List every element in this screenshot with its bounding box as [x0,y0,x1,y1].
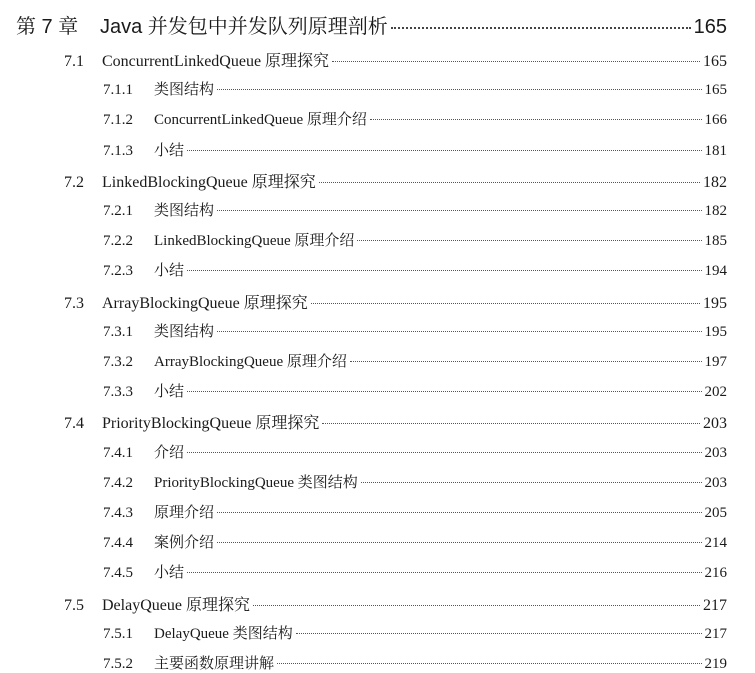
entry-number: 7.4.3 [103,505,133,521]
dot-leader [311,303,700,304]
toc-subsection-entry[interactable] [0,199,755,220]
chapter-title: Java 并发包中并发队列原理剖析 [100,16,388,38]
toc-section-entry[interactable] [0,410,755,433]
toc-subsection-entry[interactable] [0,441,755,462]
entry-number: 7.1.2 [103,112,133,128]
entry-number: 7.3 [64,295,84,312]
entry-title: 原理介绍 [154,505,215,521]
dot-leader [217,542,701,543]
entry-number: 7.2.1 [103,203,133,219]
toc-subsection-entry[interactable] [0,471,755,492]
entry-page-number: 216 [704,565,727,581]
entry-number: 7.4 [64,415,84,432]
toc-subsection-entry[interactable] [0,320,755,341]
toc-subsection-entry[interactable] [0,259,755,280]
entry-title: 类图结构 [154,324,215,340]
entry-number: 7.2.3 [103,263,133,279]
entry-title: 小结 [154,143,185,159]
entry-number: 7.2 [64,174,84,191]
entry-title: 小结 [154,263,185,279]
entry-page-number: 165 [704,82,727,98]
entry-title: PriorityBlockingQueue 原理探究 [102,415,320,432]
dot-leader [217,210,701,211]
entry-number: 7.1.1 [103,82,133,98]
entry-page-number: 165 [703,53,727,70]
entry-number: 7.3.3 [103,384,133,400]
entry-page-number: 202 [704,384,727,400]
entry-title: 主要函数原理讲解 [154,656,275,672]
toc-subsection-entry[interactable] [0,78,755,99]
dot-leader [217,89,701,90]
entry-title: ConcurrentLinkedQueue 原理探究 [102,53,330,70]
entry-page-number: 197 [704,354,727,370]
entry-number: 7.5 [64,597,84,614]
entry-title: ArrayBlockingQueue 原理介绍 [154,354,347,370]
entry-number: 7.4.1 [103,445,133,461]
entry-page-number: 217 [703,597,727,614]
dot-leader [277,663,701,664]
entry-title: ConcurrentLinkedQueue 原理介绍 [154,112,367,128]
entry-page-number: 219 [704,656,727,672]
entry-title: LinkedBlockingQueue 原理介绍 [154,233,355,249]
entry-number: 7.2.2 [103,233,133,249]
dot-leader [187,150,701,151]
dot-leader [322,423,700,424]
entry-page-number: 194 [704,263,727,279]
dot-leader [361,482,702,483]
dot-leader [350,361,702,362]
entry-title: LinkedBlockingQueue 原理探究 [102,174,316,191]
dot-leader [391,27,691,29]
entry-title: DelayQueue 类图结构 [154,626,293,642]
toc-subsection-entry[interactable] [0,622,755,643]
toc-section-entry[interactable] [0,290,755,313]
entry-page-number: 195 [703,295,727,312]
chapter-page-number: 165 [693,16,727,38]
toc-subsection-entry[interactable] [0,501,755,522]
entry-number: 7.1 [64,53,84,70]
entry-number: 7.5.2 [103,656,133,672]
toc-subsection-entry[interactable] [0,229,755,250]
toc-subsection-entry[interactable] [0,139,755,160]
dot-leader [187,572,701,573]
dot-leader [187,391,701,392]
dot-leader [370,119,702,120]
dot-leader [217,512,701,513]
entry-number: 7.5.1 [103,626,133,642]
chapter-number: 第 7 章 [16,16,79,38]
entry-page-number: 181 [704,143,727,159]
toc-section-entry[interactable] [0,169,755,192]
entry-number: 7.4.5 [103,565,133,581]
entry-number: 7.3.1 [103,324,133,340]
toc-subsection-entry[interactable] [0,652,755,673]
dot-leader [296,633,702,634]
entry-number: 7.4.4 [103,535,133,551]
entry-title: DelayQueue 原理探究 [102,597,250,614]
entry-title: 类图结构 [154,82,215,98]
entry-title: PriorityBlockingQueue 类图结构 [154,475,358,491]
toc-subsection-entry[interactable] [0,380,755,401]
dot-leader [217,331,701,332]
entry-page-number: 203 [703,415,727,432]
dot-leader [319,182,700,183]
entry-page-number: 217 [704,626,727,642]
entry-page-number: 195 [704,324,727,340]
entry-title: ArrayBlockingQueue 原理探究 [102,295,308,312]
entry-number: 7.1.3 [103,143,133,159]
entry-title: 类图结构 [154,203,215,219]
dot-leader [332,61,700,62]
toc-subsection-entry[interactable] [0,350,755,371]
toc-subsection-entry[interactable] [0,108,755,129]
dot-leader [187,270,701,271]
entry-page-number: 166 [704,112,727,128]
toc-subsection-entry[interactable] [0,561,755,582]
entry-page-number: 205 [704,505,727,521]
toc-section-entry[interactable] [0,48,755,71]
entry-title: 介绍 [154,445,185,461]
entry-page-number: 203 [704,445,727,461]
chapter-heading[interactable] [0,10,755,39]
entry-title: 小结 [154,565,185,581]
entry-title: 小结 [154,384,185,400]
dot-leader [357,240,701,241]
entry-title: 案例介绍 [154,535,215,551]
entry-number: 7.3.2 [103,354,133,370]
entry-page-number: 214 [704,535,727,551]
dot-leader [253,605,700,606]
entry-page-number: 203 [704,475,727,491]
entry-page-number: 182 [703,174,727,191]
toc-subsection-entry[interactable] [0,531,755,552]
dot-leader [187,452,701,453]
toc-section-entry[interactable] [0,592,755,615]
entry-number: 7.4.2 [103,475,133,491]
entry-page-number: 185 [704,233,727,249]
entry-page-number: 182 [704,203,727,219]
